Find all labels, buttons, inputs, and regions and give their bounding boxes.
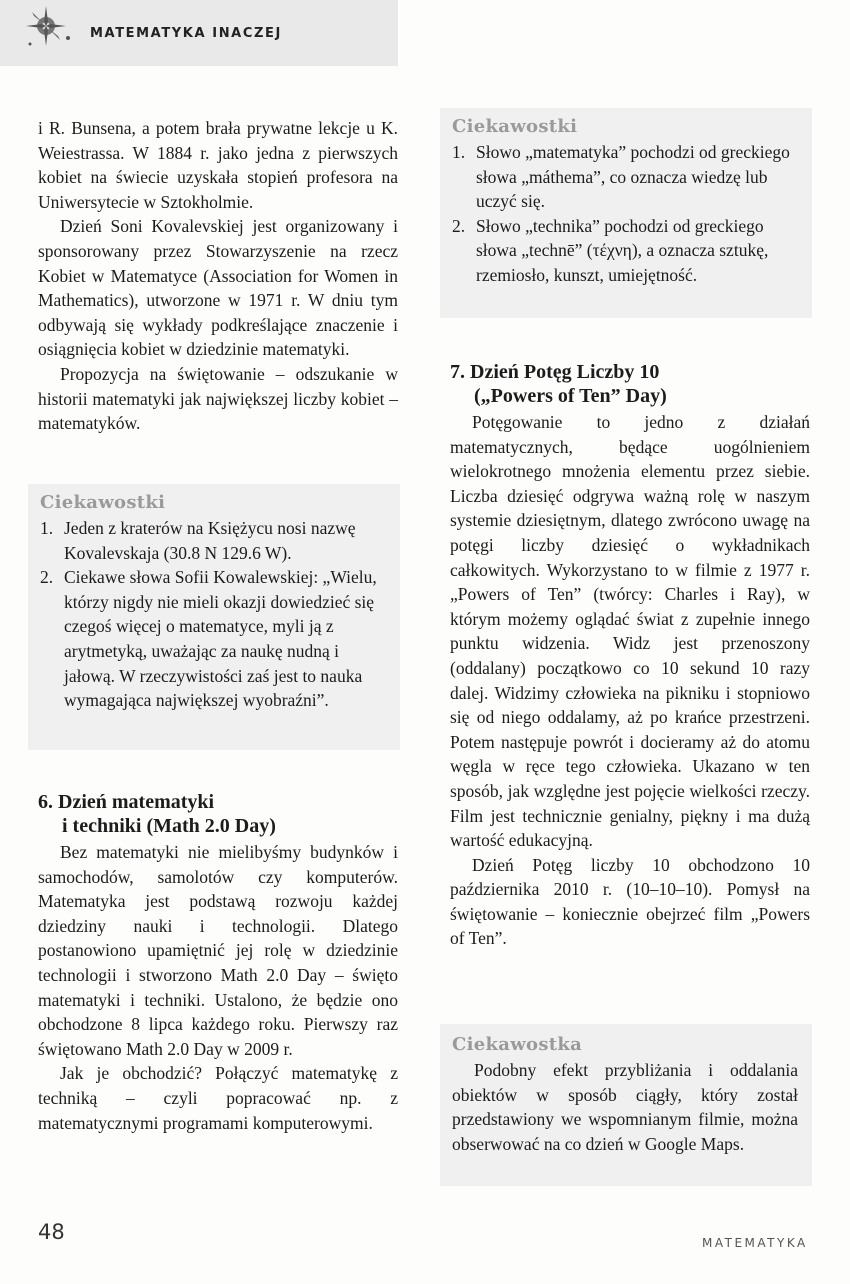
section-6-heading: 6. Dzień matematyki i techniki (Math 2.0 Day) [38,791,276,837]
sparkle-logo-icon [22,4,78,54]
intro-paragraph-3: Propozycja na świętowanie – odszukanie w historii matematyki jak największej liczby kobiet – matematyków. [38,363,398,434]
list-item: 2. Ciekawe słowa Sofii Kowalewskiej: „Wielu, którzy nigdy nie mieli okazji dowiedzieć się czegoś więcej o matematyce, myli ją z arytmetyką, uważając za naukę nudną i jałową. W rzeczywistości zaś jest to nauka wymagająca największej wyobraźni”. [40,567,377,711]
section-7-paragraph-1: Potęgowanie to jedno z działań matematycznych, będące uogólnieniem wielokrotnego mnożenia elementu przez siebie. Liczba dziesięć odgrywa ważną rolę w naszym systemie dziesiętnym, dlatego zwrócono uwagę na potęgi liczby dziesięć o wykładnikach całkowitych. Wykorzystano to w filmie z 1977 r. „Powers of Ten” (twórcy: Charles i Ray), w którym możemy oglądać świat z zupełnie innego punktu widzenia. Widz jest przenoszony (oddalany) początkowo co 10 sekund 10 razy dalej. Widzimy człowieka na pikniku i stopniowo się od niego oddalamy, aż po krańce przestrzeni. Potem następuje powrót i docieramy aż do atomu węgla w ręce tego człowieka. Ukazano w ten sposób, jak względne jest pojęcie wielkości rzeczy. Film jest technicznie genialny, piękny i ma dużą wartość edukacyjną. [450,412,810,851]
page-number: 48 [38,1220,65,1244]
trivia-box-title: Ciekawostki [452,116,578,137]
trivia-box-left [28,484,400,750]
fact-box-right [440,1024,812,1186]
footer-label: MATEMATYKA [702,1236,808,1250]
section-7 [450,360,810,951]
section-6-paragraph-2: Jak je obchodzić? Połączyć matematykę z techniką – czyli popracować np. z matematycznymi programami komputerowymi. [38,1063,398,1133]
left-intro [38,116,398,436]
trivia-box-title: Ciekawostki [40,492,166,513]
section-7-paragraph-2: Dzień Potęg liczby 10 obchodzono 10 października 2010 r. (10–10–10). Pomysł na świętowanie – koniecznie obejrzeć film „Powers of Ten”. [450,854,810,949]
list-item: 2. Słowo „technika” pochodzi od greckiego słowa „technē” (τέχνη), a oznacza sztukę, rzemiosło, kunszt, umiejętność. [452,215,769,285]
trivia-box-right [440,108,812,318]
fact-box-title: Ciekawostka [452,1034,583,1055]
list-item: 1. Jeden z kraterów na Księżycu nosi nazwę Kovalevskaja (30.8 N 129.6 W). [40,518,356,563]
intro-paragraph-1: i R. Bunsena, a potem brała prywatne lekcje u K. Weiestrassa. W 1884 r. jako jedna z pierwszych kobiet na świecie uzyskała stopień profesora na Uniwersytecie w Sztokholmie. [38,118,398,212]
section-7-heading: 7. Dzień Potęg Liczby 10 („Powers of Ten” Day) [450,361,667,407]
section-6-paragraph-1: Bez matematyki nie mielibyśmy budynków i samochodów, samolotów czy komputerów. Matematyka jest podstawą rozwoju każdej dziedziny nauki i technologii. Dlatego postanowiono upamiętnić jej rolę w dziedzinie technologii i stworzono Math 2.0 Day – święto matematyki i techniki. Ustalono, że będzie ono obchodzone 8 lipca każdego roku. Pierwszy raz świętowano Math 2.0 Day w 2009 r. [38,842,398,1059]
list-item: 1. Słowo „matematyka” pochodzi od greckiego słowa „máthema”, co oznacza wiedzę lub uczyć się. [452,142,790,212]
header-band [0,0,398,66]
fact-box-text: Podobny efekt przybliżania i oddalania obiektów w sposób ciągły, który został przedstawiony we wspomnianym filmie, można obserwować na co dzień w Google Maps. [452,1060,798,1154]
running-header-title: MATEMATYKA INACZEJ [90,26,282,41]
section-6 [38,790,398,1135]
intro-paragraph-2: Dzień Soni Kovalevskiej jest organizowany i sponsorowany przez Stowarzyszenie na rzecz Kobiet w Matematyce (Association for Women in Mathematics), utworzone w 1971 r. W dniu tym odbywają się wykłady podkreślające znaczenie i osiągnięcia kobiet w dziedzinie matematyki. [38,216,398,360]
